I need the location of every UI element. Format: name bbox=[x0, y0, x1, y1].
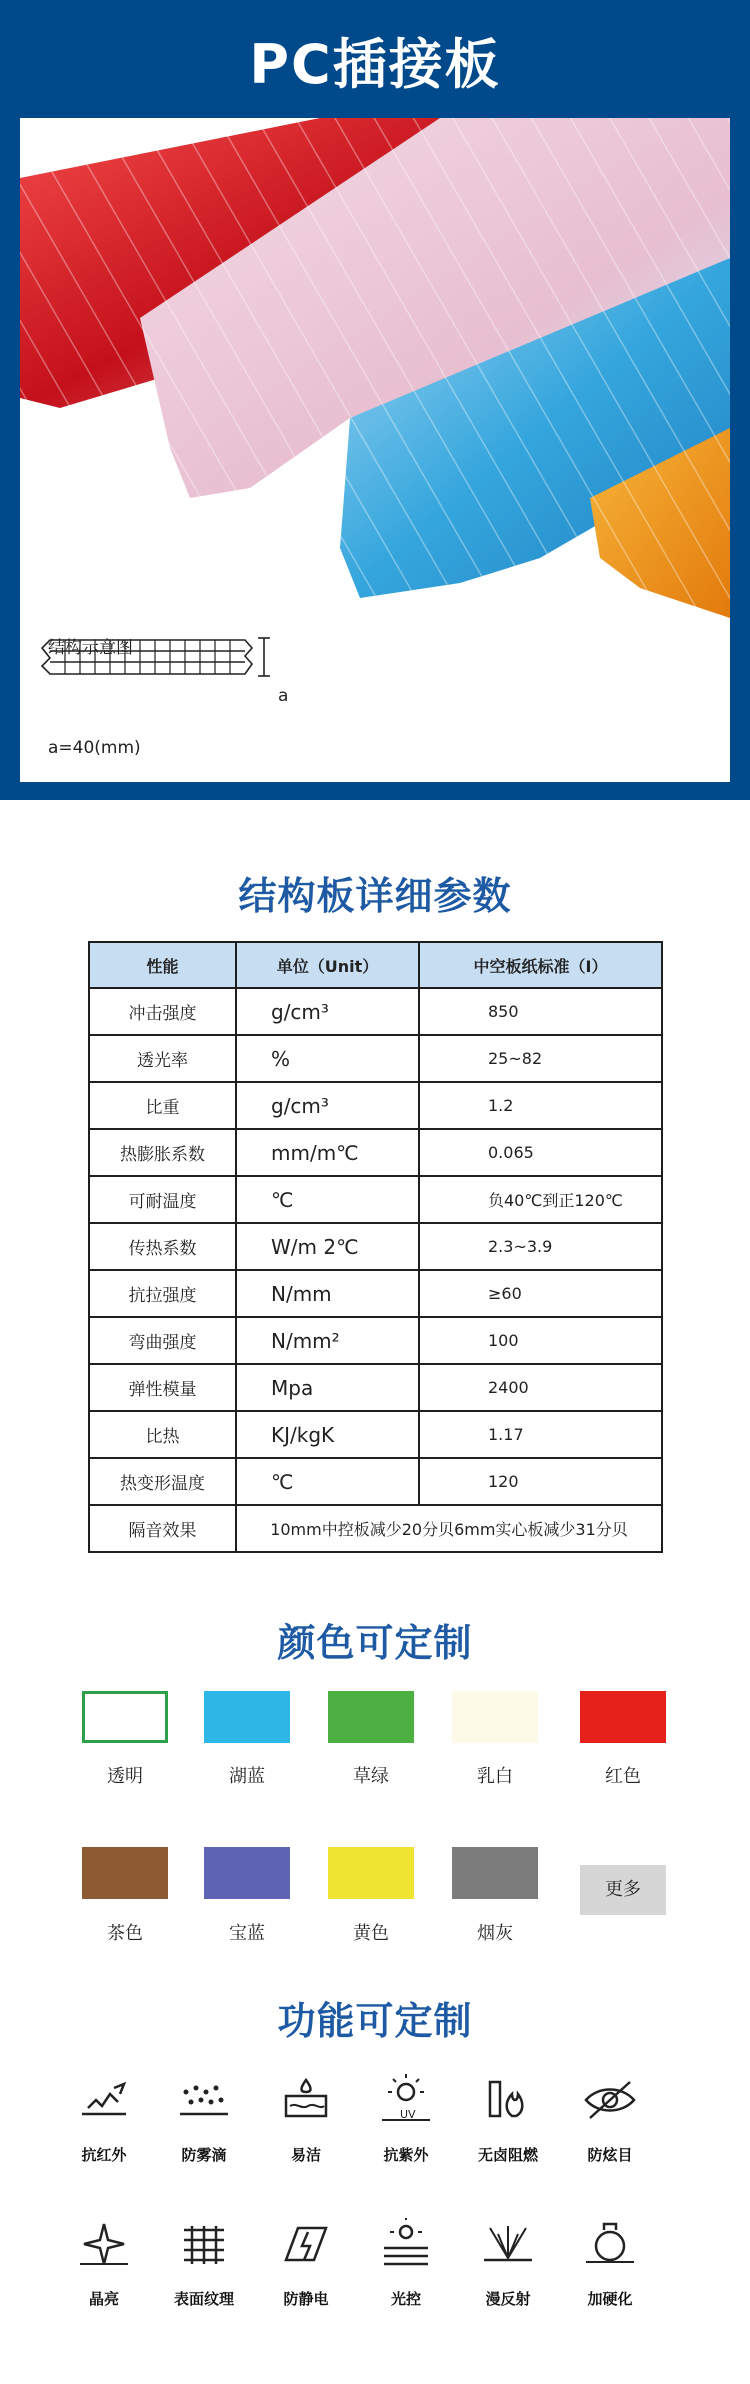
color-swatch[interactable] bbox=[82, 1691, 168, 1743]
page-title: PC插接板 bbox=[249, 33, 501, 96]
diffuse-reflection-icon bbox=[478, 2218, 538, 2268]
row-name: 弹性模量 bbox=[89, 1364, 236, 1411]
feature-label: 易洁 bbox=[290, 2146, 321, 2164]
row-name: 抗拉强度 bbox=[89, 1270, 236, 1317]
uv-resist-icon bbox=[376, 2074, 436, 2124]
svg-text:UV: UV bbox=[400, 2108, 416, 2121]
row-unit: W/m 2℃ bbox=[236, 1223, 419, 1270]
color-swatch-label: 草绿 bbox=[353, 1766, 389, 1787]
row-unit: g/cm³ bbox=[236, 988, 419, 1035]
table-row bbox=[89, 1270, 662, 1317]
row-value: 120 bbox=[419, 1458, 662, 1505]
structure-label: 结构示意图 bbox=[48, 638, 133, 658]
row-name: 隔音效果 bbox=[89, 1505, 236, 1552]
row-name: 冲击强度 bbox=[89, 988, 236, 1035]
color-swatch[interactable] bbox=[204, 1847, 290, 1899]
header-property: 性能 bbox=[89, 942, 236, 988]
table-row bbox=[89, 1176, 662, 1223]
product-illustration bbox=[20, 118, 730, 782]
hero-banner bbox=[0, 0, 750, 800]
row-value: 850 bbox=[419, 988, 662, 1035]
row-value: ≥60 bbox=[419, 1270, 662, 1317]
row-unit: Mpa bbox=[236, 1364, 419, 1411]
hardened-icon bbox=[580, 2218, 640, 2268]
row-unit: % bbox=[236, 1035, 419, 1082]
feature-label: 漫反射 bbox=[485, 2290, 531, 2308]
table-row bbox=[89, 1223, 662, 1270]
color-swatch[interactable] bbox=[452, 1847, 538, 1899]
flame-retardant-icon bbox=[478, 2074, 538, 2124]
feature-label: 表面纹理 bbox=[173, 2290, 234, 2308]
row-value: 0.065 bbox=[419, 1129, 662, 1176]
color-swatch-label: 茶色 bbox=[107, 1923, 143, 1944]
dimension-value: a=40(mm) bbox=[48, 738, 141, 758]
color-swatch[interactable] bbox=[82, 1847, 168, 1899]
color-swatch[interactable] bbox=[580, 1691, 666, 1743]
texture-icon bbox=[174, 2218, 234, 2268]
more-colors-button[interactable]: 更多 bbox=[580, 1865, 666, 1915]
anti-glare-icon bbox=[580, 2074, 640, 2124]
table-row bbox=[89, 1317, 662, 1364]
color-swatch[interactable] bbox=[204, 1691, 290, 1743]
row-unit: ℃ bbox=[236, 1458, 419, 1505]
anti-static-icon bbox=[276, 2218, 336, 2268]
table-row bbox=[89, 1082, 662, 1129]
light-control-icon bbox=[376, 2218, 436, 2268]
row-value: 1.2 bbox=[419, 1082, 662, 1129]
color-swatch[interactable] bbox=[452, 1691, 538, 1743]
header-standard: 中空板纸标准（I） bbox=[419, 942, 662, 988]
row-value: 10mm中控板减少20分贝6mm实心板减少31分贝 bbox=[236, 1505, 662, 1552]
feature-label: 防雾滴 bbox=[181, 2146, 227, 2164]
row-unit: N/mm bbox=[236, 1270, 419, 1317]
table-row bbox=[89, 1411, 662, 1458]
table-row bbox=[89, 1458, 662, 1505]
feature-label: 加硬化 bbox=[587, 2290, 633, 2308]
row-value: 100 bbox=[419, 1317, 662, 1364]
row-value: 2400 bbox=[419, 1364, 662, 1411]
feature-label: 防静电 bbox=[283, 2290, 329, 2308]
row-name: 弯曲强度 bbox=[89, 1317, 236, 1364]
row-value: 1.17 bbox=[419, 1411, 662, 1458]
row-name: 传热系数 bbox=[89, 1223, 236, 1270]
specs-title: 结构板详细参数 bbox=[238, 874, 512, 918]
table-row bbox=[89, 1505, 662, 1552]
easy-clean-icon bbox=[276, 2074, 336, 2124]
row-unit: KJ/kgK bbox=[236, 1411, 419, 1458]
row-name: 透光率 bbox=[89, 1035, 236, 1082]
color-swatch-label: 烟灰 bbox=[477, 1923, 513, 1944]
anti-fog-icon bbox=[174, 2074, 234, 2124]
row-value: 负40℃到正120℃ bbox=[419, 1176, 662, 1223]
row-value: 2.3~3.9 bbox=[419, 1223, 662, 1270]
feature-label: 抗紫外 bbox=[383, 2146, 429, 2164]
infrared-icon bbox=[74, 2074, 134, 2124]
product-photo bbox=[20, 118, 730, 782]
feature-label: 光控 bbox=[390, 2290, 421, 2308]
header-unit: 单位（Unit） bbox=[236, 942, 419, 988]
row-name: 比热 bbox=[89, 1411, 236, 1458]
color-swatch[interactable] bbox=[328, 1847, 414, 1899]
feature-label: 抗红外 bbox=[81, 2146, 127, 2164]
row-value: 25~82 bbox=[419, 1035, 662, 1082]
spec-table bbox=[88, 941, 663, 1553]
feature-label: 防炫目 bbox=[587, 2146, 633, 2164]
row-name: 可耐温度 bbox=[89, 1176, 236, 1223]
color-swatch-label: 红色 bbox=[605, 1766, 641, 1787]
row-unit: mm/m℃ bbox=[236, 1129, 419, 1176]
color-swatch-label: 透明 bbox=[107, 1766, 143, 1787]
row-name: 热膨胀系数 bbox=[89, 1129, 236, 1176]
row-name: 热变形温度 bbox=[89, 1458, 236, 1505]
color-swatch-label: 湖蓝 bbox=[229, 1766, 265, 1787]
table-row bbox=[89, 1364, 662, 1411]
dimension-a-label: a bbox=[278, 686, 289, 706]
feature-label: 无卤阻燃 bbox=[477, 2146, 538, 2164]
row-unit: ℃ bbox=[236, 1176, 419, 1223]
features-title: 功能可定制 bbox=[277, 1999, 473, 2043]
table-header-row bbox=[89, 942, 662, 988]
color-swatch-label: 乳白 bbox=[477, 1766, 513, 1787]
row-unit: N/mm² bbox=[236, 1317, 419, 1364]
row-unit: g/cm³ bbox=[236, 1082, 419, 1129]
colors-title: 颜色可定制 bbox=[277, 1621, 473, 1665]
table-row bbox=[89, 988, 662, 1035]
table-row bbox=[89, 1129, 662, 1176]
sparkle-icon bbox=[74, 2218, 134, 2268]
table-row bbox=[89, 1035, 662, 1082]
feature-label: 晶亮 bbox=[88, 2290, 119, 2308]
color-swatch-label: 宝蓝 bbox=[229, 1923, 265, 1944]
color-swatch-label: 黄色 bbox=[353, 1923, 389, 1944]
row-name: 比重 bbox=[89, 1082, 236, 1129]
color-swatch[interactable] bbox=[328, 1691, 414, 1743]
